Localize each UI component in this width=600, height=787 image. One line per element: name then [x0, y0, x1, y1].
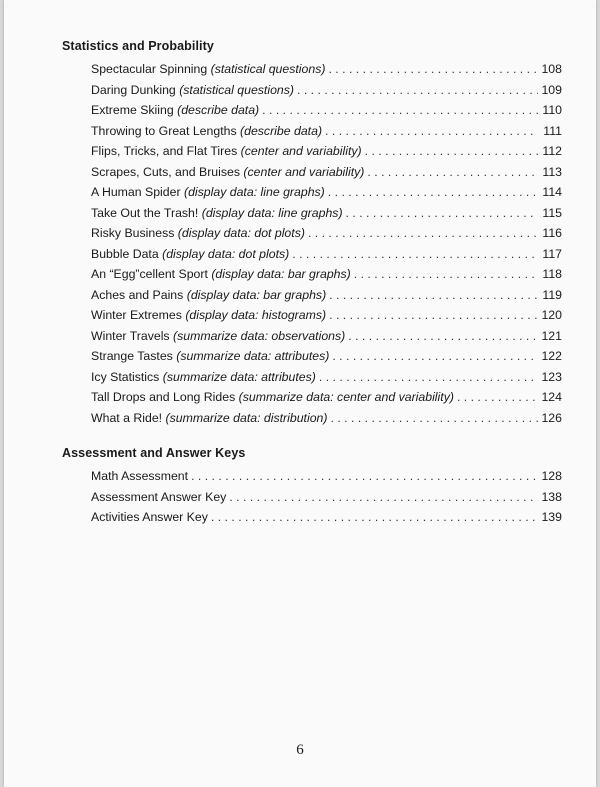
entry-page-number: 113 — [542, 164, 562, 179]
entry-title: Math Assessment — [91, 469, 189, 483]
dot-leader — [297, 80, 538, 101]
dot-leader — [332, 346, 538, 367]
entry-page-number: 139 — [541, 510, 562, 524]
toc-entry — [91, 408, 562, 429]
entry-page-number: 114 — [542, 185, 562, 199]
page-number: 6 — [296, 742, 304, 758]
entry-topic: (summarize data: observations) — [173, 328, 346, 343]
toc-entry — [91, 285, 562, 306]
dot-leader — [329, 305, 538, 326]
dot-leader — [354, 264, 538, 285]
entry-title: Strange Tastes — [91, 349, 173, 363]
entry-topic: (describe data) — [177, 103, 260, 117]
dot-leader — [346, 203, 538, 224]
entry-title: Icy Statistics — [91, 369, 160, 384]
entry-topic: (center and variability) — [240, 144, 362, 158]
entry-topic: (statistical questions) — [179, 82, 295, 97]
toc-entry — [91, 223, 562, 244]
entry-title: Throwing to Great Lengths — [91, 123, 237, 138]
entry-title: Flips, Tricks, and Flat Tires — [91, 144, 238, 158]
entry-page-number: 121 — [541, 328, 562, 343]
entry-title: Extreme Skiing — [91, 103, 174, 117]
toc-entry — [91, 264, 562, 285]
entry-topic: (display data: bar graphs) — [186, 287, 327, 302]
toc-entry — [91, 507, 562, 528]
entry-topic: (statistical questions) — [210, 62, 326, 76]
entry-topic: (display data: line graphs) — [183, 185, 325, 199]
toc-entry — [91, 487, 562, 508]
toc-entry — [91, 305, 562, 326]
dot-leader — [367, 162, 538, 183]
toc-entry — [91, 141, 562, 162]
entry-title: Tall Drops and Long Rides — [91, 390, 236, 404]
dot-leader — [329, 285, 538, 306]
toc-entry-list — [91, 59, 562, 428]
dot-leader — [319, 367, 538, 388]
entry-title: Activities Answer Key — [91, 510, 208, 524]
entry-topic: (display data: histograms) — [185, 308, 327, 322]
entry-page-number: 110 — [542, 103, 562, 117]
entry-topic: (summarize data: distribution) — [165, 410, 328, 425]
dot-leader — [328, 182, 538, 203]
dot-leader — [292, 244, 538, 265]
toc-entry — [91, 80, 562, 101]
toc-entry — [91, 326, 562, 347]
entry-page-number: 112 — [542, 144, 562, 158]
entry-page-number: 126 — [541, 410, 562, 425]
entry-page-number: 118 — [542, 267, 562, 281]
entry-title: A Human Spider — [91, 185, 181, 199]
toc-entry — [91, 100, 562, 121]
dot-leader — [325, 121, 538, 142]
toc-entry — [91, 367, 562, 388]
entry-title: Winter Travels — [91, 328, 170, 343]
toc-entry — [91, 466, 562, 487]
dot-leader — [262, 100, 538, 121]
entry-title: Take Out the Trash! — [91, 205, 199, 220]
dot-leader — [330, 408, 538, 429]
section-heading: Statistics and Probability — [62, 39, 214, 53]
toc-section-statistics — [62, 37, 562, 428]
toc-entry — [91, 162, 562, 183]
entry-topic: (display data: dot plots) — [162, 246, 290, 261]
entry-topic: (summarize data: attributes) — [176, 349, 330, 363]
entry-topic: (summarize data: attributes) — [162, 369, 316, 384]
entry-title: Winter Extremes — [91, 308, 182, 322]
entry-page-number: 128 — [541, 469, 562, 483]
entry-page-number: 117 — [542, 246, 562, 261]
entry-page-number: 138 — [541, 489, 562, 504]
dot-leader — [457, 387, 538, 408]
entry-title: Spectacular Spinning — [91, 62, 208, 76]
entry-topic: (display data: dot plots) — [177, 226, 305, 240]
entry-title: An “Egg”cellent Sport — [91, 267, 208, 281]
entry-topic: (describe data) — [240, 123, 323, 138]
entry-page-number: 120 — [541, 308, 562, 322]
entry-topic: (summarize data: center and variability) — [238, 390, 454, 404]
dot-leader — [211, 507, 538, 528]
dot-leader — [348, 326, 538, 347]
entry-title: Scrapes, Cuts, and Bruises — [91, 164, 240, 179]
dot-leader — [365, 141, 538, 162]
entry-topic: (display data: bar graphs) — [211, 267, 351, 281]
entry-title: Bubble Data — [91, 246, 159, 261]
entry-page-number: 122 — [541, 349, 562, 363]
toc-entry — [91, 203, 562, 224]
toc-entry — [91, 121, 562, 142]
entry-page-number: 124 — [541, 390, 562, 404]
section-heading: Assessment and Answer Keys — [62, 446, 246, 460]
entry-page-number: 115 — [542, 205, 562, 220]
entry-title: Daring Dunking — [91, 82, 176, 97]
dot-leader — [229, 487, 538, 508]
entry-page-number: 123 — [541, 369, 562, 384]
toc-entry — [91, 182, 562, 203]
toc-entry — [91, 387, 562, 408]
toc-section-assessment — [62, 444, 562, 528]
entry-title: Aches and Pains — [91, 287, 184, 302]
entry-page-number: 108 — [541, 62, 562, 76]
entry-page-number: 111 — [543, 123, 562, 138]
dot-leader — [308, 223, 538, 244]
entry-title: Risky Business — [91, 226, 175, 240]
entry-page-number: 109 — [541, 82, 562, 97]
entry-topic: (display data: line graphs) — [201, 205, 343, 220]
toc-entry — [91, 346, 562, 367]
entry-topic: (center and variability) — [243, 164, 365, 179]
toc-entry — [91, 59, 562, 80]
toc-entry — [91, 244, 562, 265]
entry-page-number: 119 — [542, 287, 562, 302]
dot-leader — [328, 59, 538, 80]
dot-leader — [191, 466, 538, 487]
document-page — [4, 0, 596, 787]
entry-title: Assessment Answer Key — [91, 489, 227, 504]
entry-title: What a Ride! — [91, 410, 163, 425]
entry-page-number: 116 — [542, 226, 562, 240]
toc-entry-list — [91, 466, 562, 528]
